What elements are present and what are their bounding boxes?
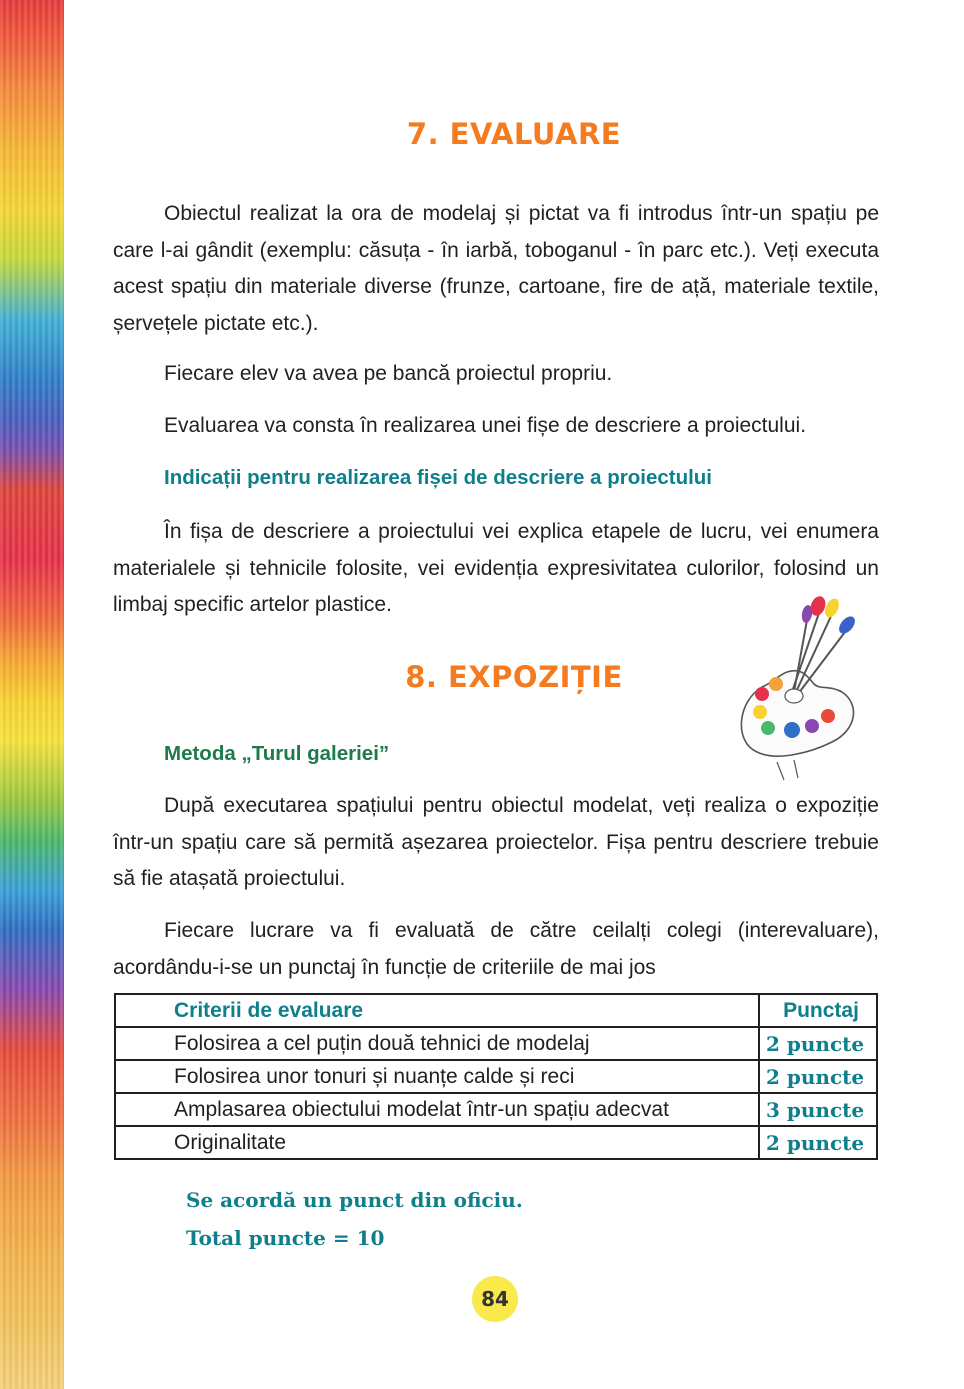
table-row (115, 1126, 877, 1159)
score-cell: 2 puncte (759, 1027, 877, 1060)
criterion-cell: Originalitate (115, 1126, 759, 1159)
criterion-cell: Folosirea unor tonuri și nuanțe calde și reci (115, 1060, 759, 1093)
page-number-badge (472, 1276, 518, 1322)
page-number: 84 (481, 1287, 509, 1311)
section-7-paragraph-4: În fișa de descriere a proiectului vei explica etapele de lucru, vei enumera materialele și tehnicile folosite, vei evidenția expresivitatea culorilor, folosind un limbaj specific artelor plastice. (113, 520, 879, 616)
rainbow-texture (0, 0, 64, 1389)
section-7-paragraph-2: Fiecare elev va avea pe bancă proiectul propriu. (164, 362, 613, 385)
header-score: Punctaj (759, 994, 877, 1027)
score-cell: 2 puncte (759, 1060, 877, 1093)
total-note: Total puncte = 10 (186, 1226, 385, 1250)
section-8-title: 8. EXPOZIȚIE (405, 660, 623, 694)
section-8-paragraph-2: Fiecare lucrare va fi evaluată de către ceilalți colegi (interevaluare), acordându-i-se un punctaj în funcție de criteriile de mai jos (113, 919, 879, 979)
section-8-subheading: Metoda „Turul galeriei” (164, 742, 390, 765)
header-criteria: Criterii de evaluare (115, 994, 759, 1027)
score-cell: 2 puncte (759, 1126, 877, 1159)
bonus-note: Se acordă un punct din oficiu. (186, 1188, 523, 1212)
table-header-row (115, 994, 877, 1027)
section-7-paragraph-1: Obiectul realizat la ora de modelaj și pictat va fi introdus într-un spațiu pe care l-ai gândit (exemplu: căsuța - în iarbă, toboganul - în parc etc.). Veți executa acest spațiu din materiale diverse (frunze, cartoane, fire de ață, materiale textile, șervețele pictate etc.). (113, 202, 879, 335)
criterion-cell: Amplasarea obiectului modelat într-un spațiu adecvat (115, 1093, 759, 1126)
score-cell: 3 puncte (759, 1093, 877, 1126)
criteria-table (114, 993, 878, 1160)
table-row (115, 1027, 877, 1060)
table-row (115, 1060, 877, 1093)
section-8-paragraph-1: După executarea spațiului pentru obiectul modelat, veți realiza o expoziție într-un spațiu care să permită așezarea proiectelor. Fișa pentru descriere trebuie să fie atașată proiectului. (113, 794, 879, 890)
criterion-cell: Folosirea a cel puțin două tehnici de modelaj (115, 1027, 759, 1060)
section-7-title: 7. EVALUARE (406, 117, 622, 151)
section-7-paragraph-3: Evaluarea va consta în realizarea unei fișe de descriere a proiectului. (164, 414, 807, 437)
section-7-subheading: Indicații pentru realizarea fișei de descriere a proiectului (164, 466, 713, 489)
table-row (115, 1093, 877, 1126)
palette-brushes-icon (732, 592, 882, 782)
